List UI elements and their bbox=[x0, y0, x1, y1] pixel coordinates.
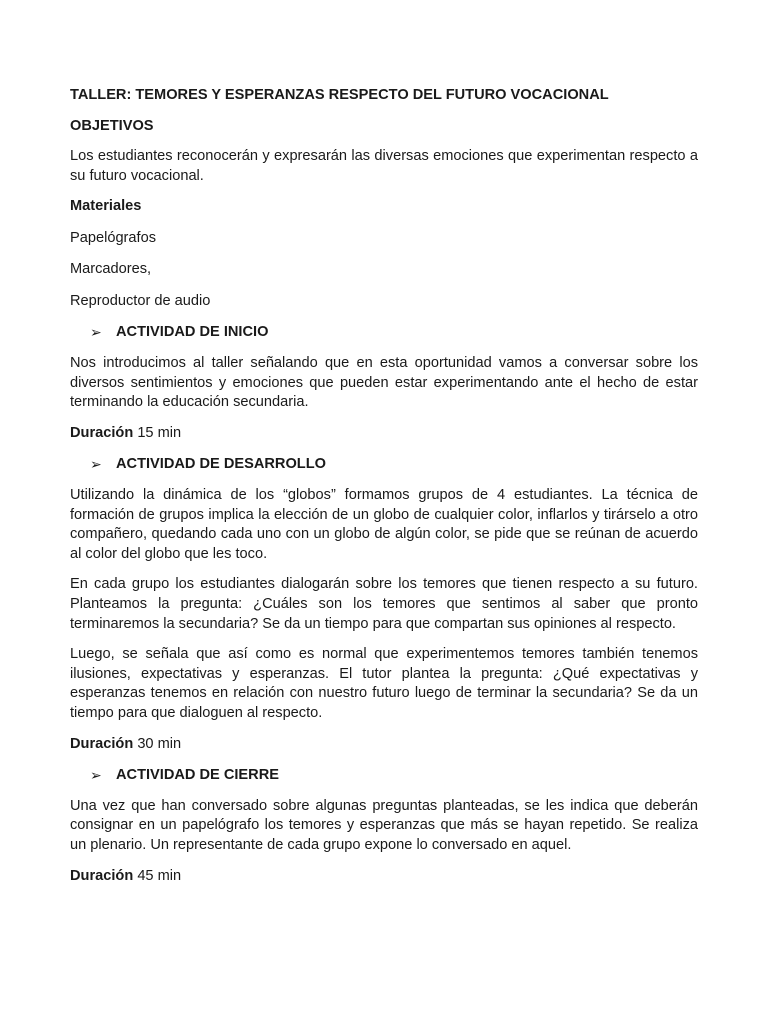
arrow-bullet-icon: ➢ bbox=[90, 324, 102, 341]
activity-paragraph: Utilizando la dinámica de los “globos” formamos grupos de 4 estudiantes. La técnica de formación de grupos implica la elección de un globo de cualquier color, inflarlos y tirárselo a otro compañero, quedando cada uno con un globo de algún color, se pide que se reúnan de acuerdo al color del globo que les toco. bbox=[70, 487, 698, 562]
duration-label: Duración bbox=[70, 867, 134, 884]
arrow-bullet-icon: ➢ bbox=[90, 456, 102, 473]
activity-paragraph: Nos introducimos al taller señalando que en esta oportunidad vamos a conversar sobre los diversos sentimientos y emociones que pueden estar experimentando ante el hecho de estar terminando la educación secundaria. bbox=[70, 355, 698, 411]
activity-paragraph: Una vez que han conversado sobre algunas preguntas planteadas, se les indica que deberán consignar en un papelógrafo los temores y esperanzas que más se hayan repetido. Se realiza un plenario. Un representante de cada grupo expone lo conversado en aquel. bbox=[70, 797, 698, 853]
activity-heading-label: ACTIVIDAD DE CIERRE bbox=[116, 766, 279, 783]
material-item: Papelógrafos bbox=[70, 229, 157, 246]
duration-line bbox=[70, 735, 698, 755]
activity-heading-label: ACTIVIDAD DE INICIO bbox=[116, 324, 269, 341]
duration-line bbox=[70, 867, 698, 887]
duration-label: Duración bbox=[70, 735, 134, 752]
duration-value: 30 min bbox=[137, 735, 182, 752]
activity-paragraph: En cada grupo los estudiantes dialogarán sobre los temores que tienen respecto a su futuro. Planteamos la pregunta: ¿Cuáles son los temores que sentimos al saber que pronto terminaremos la secundaria? Se da un tiempo para que compartan sus opiniones al respecto. bbox=[70, 576, 698, 632]
material-item: Marcadores, bbox=[70, 261, 152, 278]
activity-heading-label: ACTIVIDAD DE DESARROLLO bbox=[116, 456, 326, 473]
activity-paragraph: Luego, se señala que así como es normal que experimentemos temores también tenemos ilusiones, expectativas y esperanzas. El tutor plantea la pregunta: ¿Qué expectativas y esperanzas tenemos en relación con nuestro futuro luego de terminar la secundaria? Se da un tiempo para que dialoguen al respecto. bbox=[70, 646, 698, 722]
materials-heading: Materiales bbox=[70, 198, 142, 215]
document-page bbox=[70, 86, 698, 898]
duration-line bbox=[70, 424, 698, 444]
duration-value: 15 min bbox=[137, 424, 182, 441]
objectives-text: Los estudiantes reconocerán y expresarán las diversas emociones que experimentan respecto a su futuro vocacional. bbox=[70, 148, 698, 184]
material-item: Reproductor de audio bbox=[70, 292, 211, 309]
objectives-heading: OBJETIVOS bbox=[70, 117, 154, 134]
duration-label: Duración bbox=[70, 424, 134, 441]
activity-heading-cierre bbox=[90, 766, 698, 786]
arrow-bullet-icon: ➢ bbox=[90, 766, 102, 783]
activity-heading-desarrollo bbox=[90, 455, 698, 475]
document-title: TALLER: TEMORES Y ESPERANZAS RESPECTO DEL FUTURO VOCACIONAL bbox=[70, 87, 609, 103]
duration-value: 45 min bbox=[137, 867, 182, 884]
activity-heading-inicio bbox=[90, 323, 698, 343]
